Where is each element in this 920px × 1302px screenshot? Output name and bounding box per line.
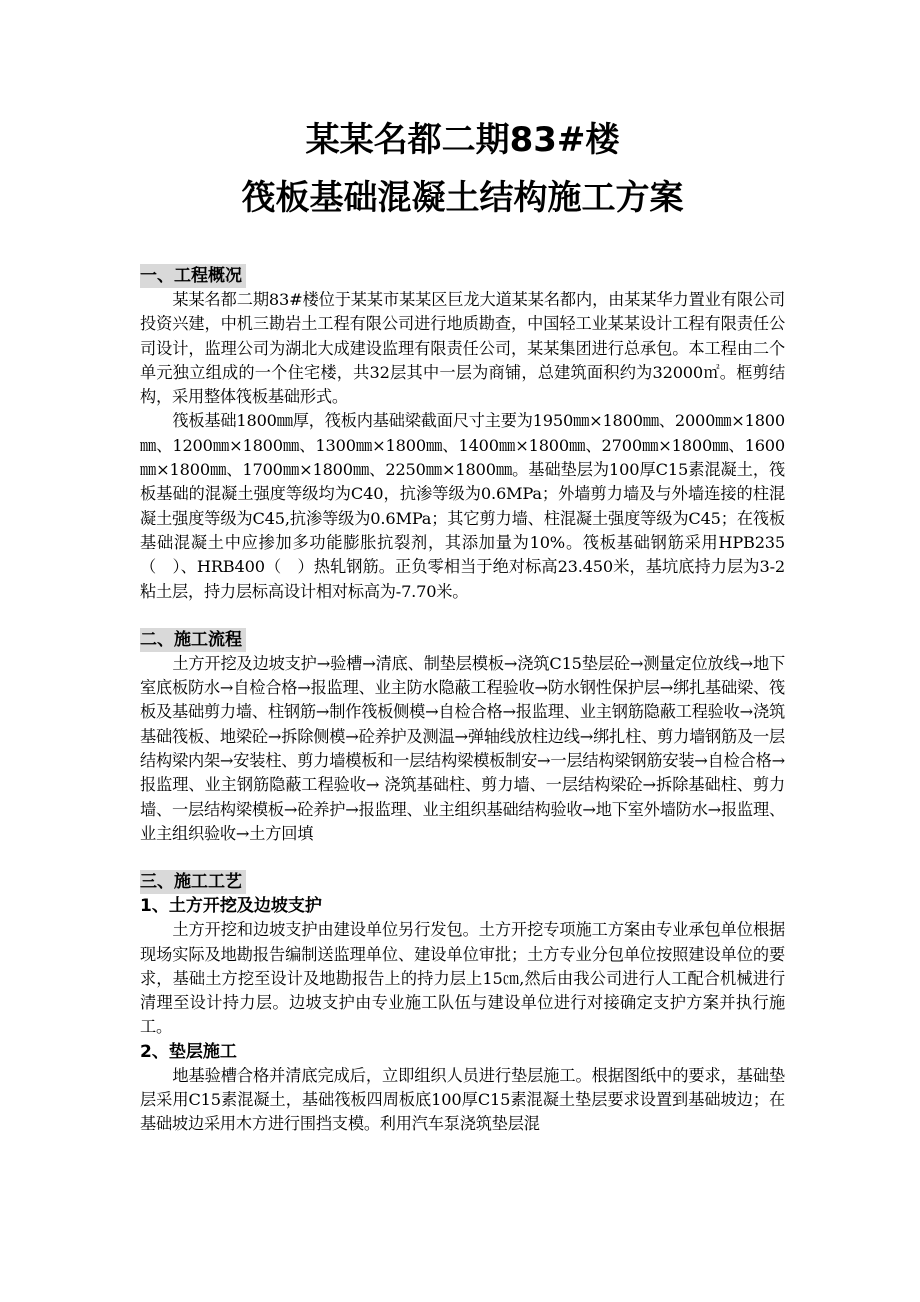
- section-heading: 三、施工工艺: [140, 870, 246, 894]
- paragraph: 土方开挖及边坡支护→验槽→清底、制垫层模板→浇筑C15垫层砼→测量定位放线→地下室底板防水→自检合格→报监理、业主防水隐蔽工程验收→防水钢性保护层→绑扎基础梁、筏板及基础剪力墙、柱钢筋→制作筏板侧模→自检合格→报监理、业主钢筋隐蔽工程验收→浇筑基础筏板、地梁砼→拆除侧模→砼养护及测温→弹轴线放柱边线→绑扎柱、剪力墙钢筋及一层结构梁内架→安装柱、剪力墙模板和一层结构梁模板制安→一层结构梁钢筋安装→自检合格→报监理、业主钢筋隐蔽工程验收→ 浇筑基础柱、剪力墙、一层结构梁砼→拆除基础柱、剪力墙、一层结构梁模板→砼养护→报监理、业主组织基础结构验收→地下室外墙防水→报监理、业主组织验收→土方回填: [140, 653, 785, 843]
- section-heading: 一、工程概况: [140, 264, 246, 288]
- section-process: [140, 628, 785, 846]
- paragraph: 地基验槽合格并清底完成后，立即组织人员进行垫层施工。根据图纸中的要求，基础垫层采用C15素混凝土，基础筏板四周板底100厚C15素混凝土垫层要求设置到基础坡边；在基础坡边采用木方进行围挡支模。利用汽车泵浇筑垫层混: [140, 1065, 785, 1134]
- document-title-line1: 某某名都二期83#楼: [305, 120, 620, 160]
- section-technique: [140, 870, 785, 1136]
- paragraph: 筏板基础1800㎜厚，筏板内基础梁截面尺寸主要为1950㎜×1800㎜、2000㎜×1800㎜、1200㎜×1800㎜、1300㎜×1800㎜、1400㎜×1800㎜、2700㎜×1800㎜、1600㎜×1800㎜、1700㎜×1800㎜、2250㎜×1800㎜。基础垫层为100厚C15素混凝土，筏板基础的混凝土强度等级均为C40，抗渗等级为0.6MPa；外墙剪力墙及与外墙连接的柱混凝土强度等级为C45,抗渗等级为0.6MPa；其它剪力墙、柱混凝土强度等级为C45；在筏板基础混凝土中应掺加多功能膨胀抗裂剂，其添加量为10%。筏板基础钢筋采用HPB235（ ）、HRB400（ ）热轧钢筋。正负零相当于绝对标高23.450米，基坑底持力层为3-2粘土层，持力层标高设计相对标高为-7.70米。: [140, 411, 785, 601]
- paragraph: 土方开挖和边坡支护由建设单位另行发包。土方开挖专项施工方案由专业承包单位根据现场实际及地勘报告编制送监理单位、建设单位审批；土方专业分包单位按照建设单位的要求，基础土方挖至设计及地勘报告上的持力层上15㎝,然后由我公司进行人工配合机械进行清理至设计持力层。边坡支护由专业施工队伍与建设单位进行对接确定支护方案并执行施工。: [140, 920, 785, 1037]
- section-overview: [140, 264, 785, 604]
- paragraph: 某某名都二期83#楼位于某某市某某区巨龙大道某某名都内，由某某华力置业有限公司投资兴建，中机三勘岩土工程有限公司进行地质勘查，中国轻工业某某设计工程有限责任公司设计，监理公司为湖北大成建设监理有限责任公司，某某集团进行总承包。本工程由二个单元独立组成的一个住宅楼，共32层其中一层为商铺，总建筑面积约为32000㎡。框剪结构，采用整体筏板基础形式。: [140, 290, 785, 407]
- document-title-line2: 筏板基础混凝土结构施工方案: [241, 178, 684, 218]
- subsection-heading: 2、垫层施工: [140, 1041, 237, 1062]
- document-page: [140, 0, 785, 1137]
- section-heading: 二、施工流程: [140, 628, 246, 652]
- subsection-heading: 1、土方开挖及边坡支护: [140, 896, 322, 917]
